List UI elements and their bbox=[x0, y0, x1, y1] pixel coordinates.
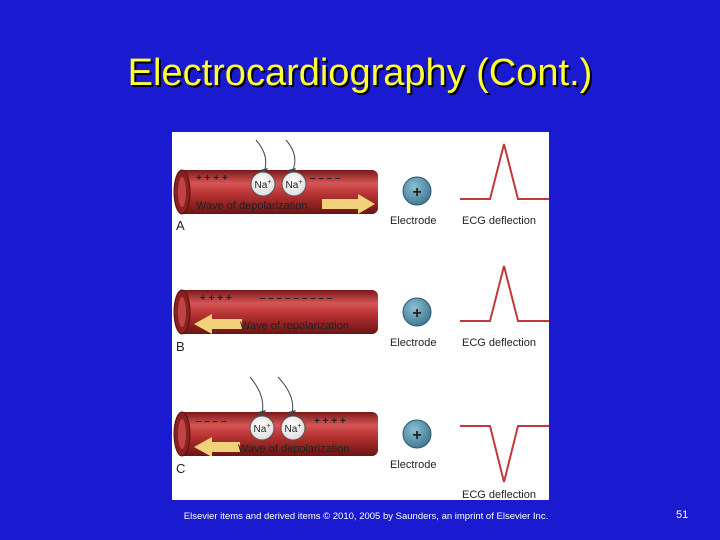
panel-letter: A bbox=[176, 218, 185, 233]
charges-left: + + + + bbox=[200, 293, 232, 304]
ecg-trace-downward bbox=[460, 426, 549, 482]
slide-number: 51 bbox=[676, 509, 689, 521]
slide-title: Electrocardiography (Cont.) bbox=[127, 52, 593, 94]
ion-flow-arrow bbox=[278, 377, 293, 414]
ecg-trace-upward bbox=[460, 144, 549, 199]
charges-left: + + + + bbox=[196, 173, 228, 184]
electrode-label: Electrode bbox=[390, 459, 437, 471]
charges-right: + + + + bbox=[314, 416, 346, 427]
ion-label-symbol: Na bbox=[254, 180, 268, 191]
ecg-label: ECG deflection bbox=[462, 215, 536, 227]
panel-b bbox=[174, 266, 549, 354]
ecg-label: ECG deflection bbox=[462, 337, 536, 349]
panel-a bbox=[174, 140, 549, 233]
electrode-plus-sign: + bbox=[412, 305, 422, 322]
ion-label-symbol: Na bbox=[253, 424, 267, 435]
ion-flow-arrow bbox=[286, 140, 295, 172]
ecg-trace-upward bbox=[460, 266, 549, 321]
panel-letter: C bbox=[176, 461, 186, 476]
ion-label-symbol: Na bbox=[285, 180, 299, 191]
electrode-label: Electrode bbox=[390, 215, 437, 227]
fiber-end-inner bbox=[178, 419, 186, 449]
ion-flow-arrow bbox=[250, 377, 263, 414]
panel-c bbox=[174, 377, 549, 500]
electrode-plus-sign: + bbox=[412, 427, 422, 444]
ion-label-symbol: Na bbox=[284, 424, 298, 435]
fiber-end-inner bbox=[178, 177, 186, 207]
charges-right: – – – – – – – – – bbox=[260, 293, 333, 304]
copyright-footer: Elsevier items and derived items © 2010, 2005 by Saunders, an imprint of Elsevier Inc. bbox=[183, 511, 549, 522]
wave-arrow-shaft bbox=[212, 319, 242, 329]
diagram-figure bbox=[172, 132, 549, 500]
wave-label: Wave of depolarization bbox=[196, 200, 308, 212]
diagram-svg bbox=[172, 132, 549, 500]
ion-label-charge: + bbox=[298, 179, 303, 186]
electrode-label: Electrode bbox=[390, 337, 437, 349]
wave-label: Wave of depolarization bbox=[238, 443, 350, 455]
panel-letter: B bbox=[176, 339, 185, 354]
charges-left: – – – – bbox=[196, 416, 227, 427]
ion-label-charge: + bbox=[297, 423, 302, 430]
fiber-end-inner bbox=[178, 297, 186, 327]
ecg-label: ECG deflection bbox=[462, 489, 536, 500]
ion-label-charge: + bbox=[267, 179, 272, 186]
charges-right: – – – – bbox=[310, 173, 341, 184]
ion-flow-arrow bbox=[256, 140, 266, 172]
wave-arrow-shaft bbox=[212, 442, 240, 452]
electrode-plus-sign: + bbox=[412, 184, 422, 201]
wave-label: Wave of repolarization bbox=[240, 320, 350, 332]
wave-arrow-shaft bbox=[322, 199, 358, 209]
ion-label-charge: + bbox=[266, 423, 271, 430]
